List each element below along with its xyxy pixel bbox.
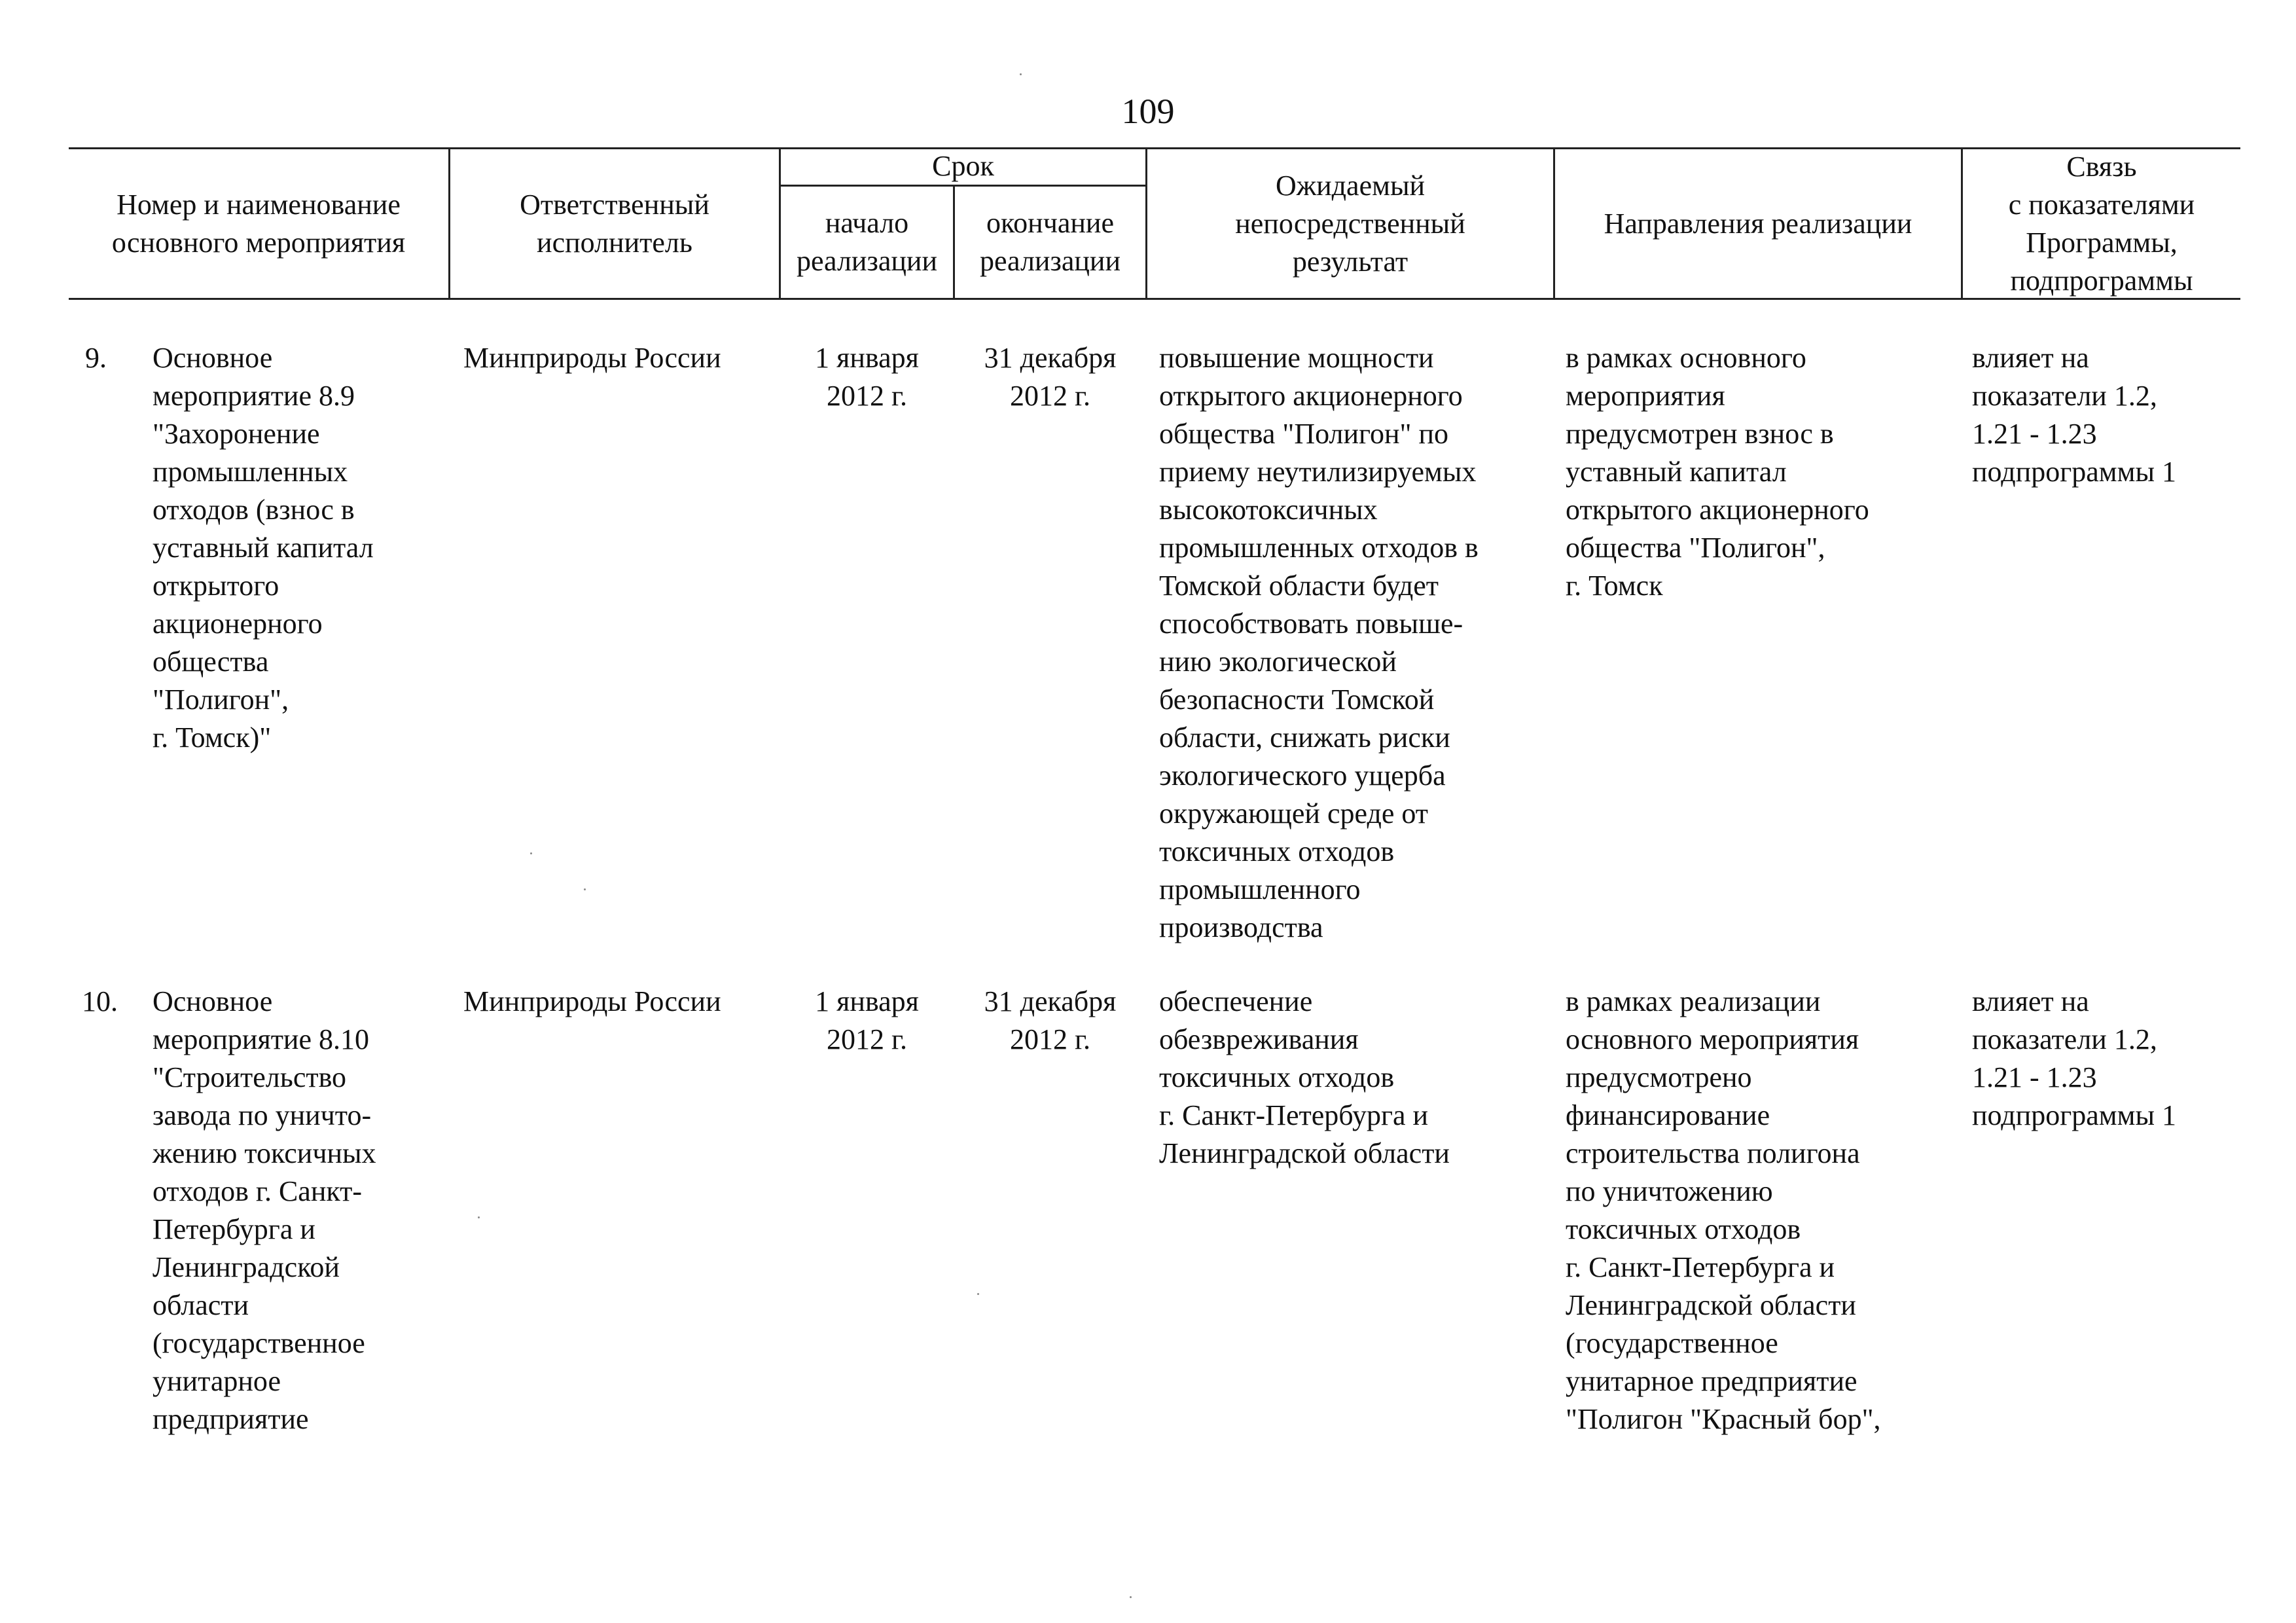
scan-speck — [977, 1293, 979, 1295]
activity-name: Основное мероприятие 8.9 "Захоронение промышленных отходов (взнос в уставный капитал открытого акционерного общества "Полигон", г. Томск)" — [152, 342, 374, 754]
header-executor: Ответственный исполнитель — [520, 188, 709, 259]
end-date: 31 декабря 2012 г. — [984, 342, 1117, 412]
scan-speck — [478, 1216, 480, 1218]
row-number: 9. — [85, 342, 107, 374]
activity-name: Основное мероприятие 8.10 "Строительство завода по уничто- жению токсичных отходов г. Санкт- Петербурга и Ленинградской области (государственное унитарное предприятие — [152, 985, 376, 1435]
end-date: 31 декабря 2012 г. — [984, 985, 1117, 1055]
expected-result: повышение мощности открытого акционерного общества "Полигон" по приему неутилизируемых высокотоксичных промышленных отходов в Томской области будет способствовать повыше- нию экологической безопасности Томской области, снижать риски экологического ущерба окружающей среде от токсичных отходов промышленного производства — [1159, 342, 1479, 943]
indicator-link: влияет на показатели 1.2, 1.21 - 1.23 подпрограммы 1 — [1972, 342, 2177, 488]
header-activity: Номер и наименование основного мероприятия — [111, 188, 406, 259]
implementation-directions: в рамках основного мероприятия предусмотрен взнос в уставный капитал открытого акционерного общества "Полигон", г. Томск — [1566, 342, 1869, 602]
header-end: окончание реализации — [979, 207, 1121, 277]
scan-speck — [584, 888, 586, 890]
header-result: Ожидаемый непосредственный результат — [1235, 169, 1465, 278]
start-date: 1 января 2012 г. — [815, 342, 919, 412]
scan-speck — [1130, 1596, 1132, 1598]
scan-speck — [1020, 73, 1022, 75]
responsible-executor: Минприроды России — [463, 342, 721, 374]
start-date: 1 января 2012 г. — [815, 985, 919, 1055]
indicator-link: влияет на показатели 1.2, 1.21 - 1.23 подпрограммы 1 — [1972, 985, 2177, 1131]
header-directions: Направления реализации — [1604, 207, 1912, 240]
responsible-executor: Минприроды России — [463, 985, 721, 1017]
header-start: начало реализации — [796, 207, 938, 277]
header-bottom-rule — [69, 298, 2240, 300]
expected-result: обеспечение обезвреживания токсичных отходов г. Санкт-Петербурга и Ленинградской области — [1159, 985, 1450, 1169]
header-srok: Срок — [932, 150, 994, 182]
implementation-directions: в рамках реализации основного мероприятия предусмотрено финансирование строительства полигона по уничтожению токсичных отходов г. Санкт-Петербурга и Ленинградской области (государственное унитарное предприятие "Полигон "Красный бор", — [1566, 985, 1881, 1435]
row-number: 10. — [82, 985, 118, 1017]
header-link: Связь с показателями Программы, подпрограммы — [2008, 150, 2195, 297]
page-number: 109 — [1121, 92, 1175, 131]
scan-speck — [530, 852, 532, 854]
